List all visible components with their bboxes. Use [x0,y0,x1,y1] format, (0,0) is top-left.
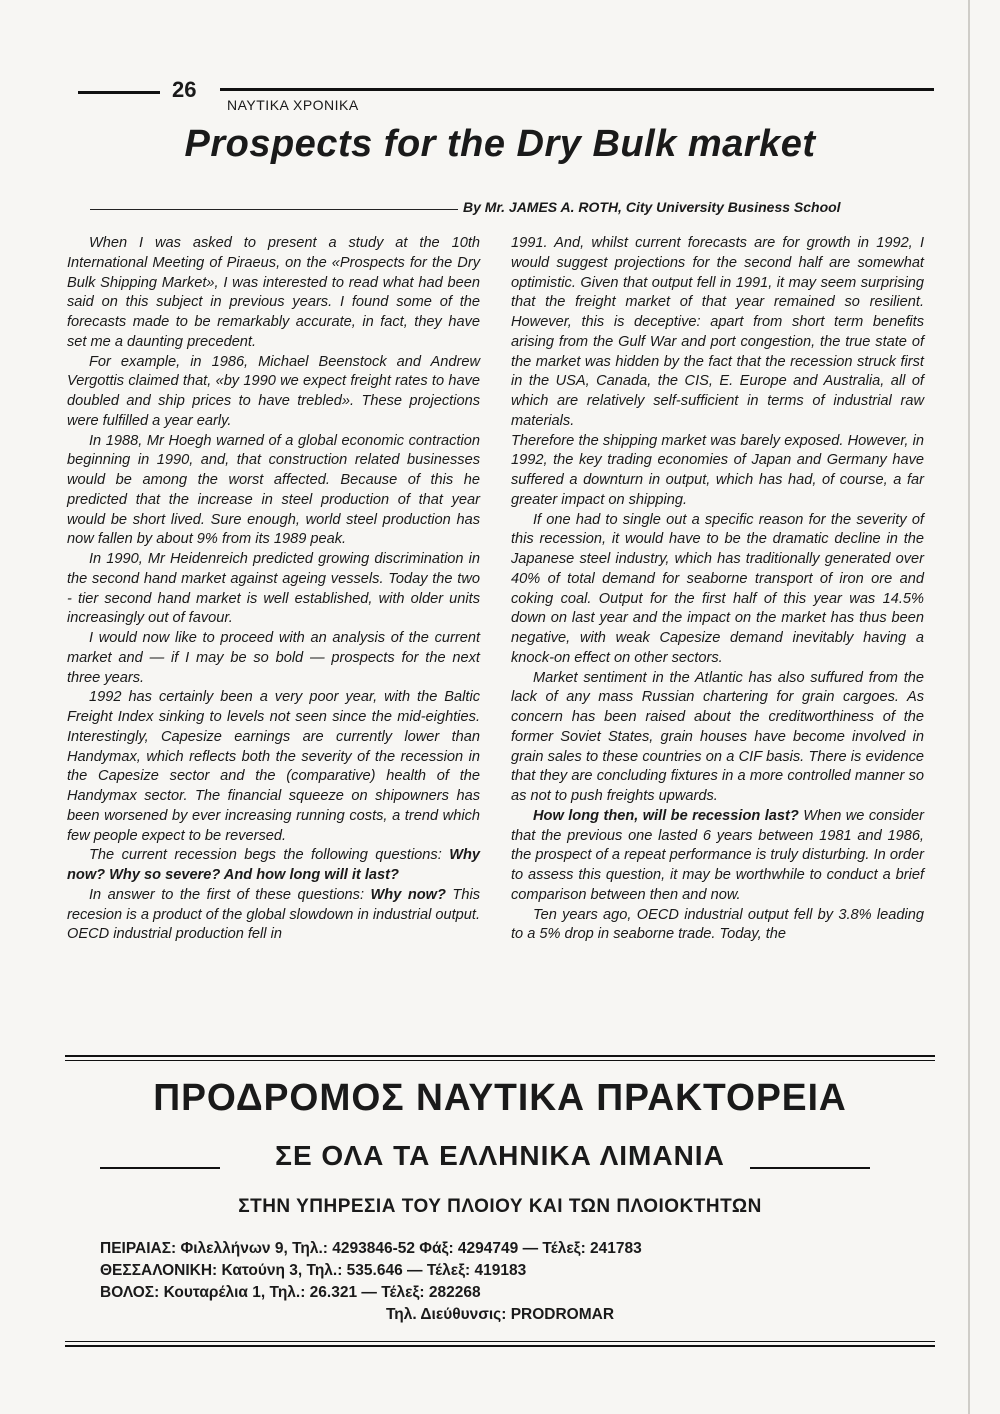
paragraph-text: When we consider that the previous one lasted 6 years between 1981 and 1986, the prospect of a repeat performance is truly disturbing. In order to assess this question, it may be worthwhile to conduct a brief comparison between then and now. [511,807,924,903]
address-volos: ΒΟΛΟΣ: Κουταρέλια 1, Τηλ.: 26.321 — Τέλεξ: 282268 [100,1284,481,1301]
advert-title: ΠΡΟΔΡΟΜΟΣ ΝΑΥΤΙΚΑ ΠΡΑΚΤΟΡΕΙΑ [153,1077,847,1119]
paragraph-text: The current recession begs the following questions: [89,847,450,864]
advert-subtitle: ΣΕ ΟΛΑ ΤΑ ΕΛΛΗΝΙΚΑ ΛΙΜΑΝΙΑ [275,1140,725,1171]
byline-rule [90,209,458,210]
address-piraeus: ΠΕΙΡΑΙΑΣ: Φιλελλήνων 9, Τηλ.: 4293846-52 Φάξ: 4294749 — Τέλεξ: 241783 [100,1240,642,1257]
subtitle-rule-right [750,1167,870,1169]
paragraph: If one had to single out a specific reason for the severity of this recession, it would have to be the dramatic decline in the Japanese steel industry, which has traditionally generated over 40% of total demand for seaborne transport of iron ore and coking coal. Output for the first half of this year was 14.5% down on last year and the impact on the market has thus been negative, with weak Capesize demand inevitably having a knock-on effect on other sectors. [511,511,924,666]
subtitle-rule-left [100,1167,220,1169]
header-rule-right [220,88,934,91]
article-column-right [511,234,924,945]
paragraph: 1992 has certainly been a very poor year, with the Baltic Freight Index sinking to levels not seen since the mid-eighties. Interestingly, Capesize earnings are currently lower than Handymax, which reflects both the severity of the recession in the Capesize sector and the (comparative) health of the Handymax sector. The financial squeeze on shipowners has been worsened by ever increasing running costs, a trend which few people expect to be reversed. [67,689,480,844]
paragraph [67,886,480,945]
paragraph: Market sentiment in the Atlantic has also suffured from the lack of any mass Russian chartering for grain cargoes. As concern has been raised about the creditworthiness of the former Soviet States, grain houses have become involved in grain sales to these countries on a CIF basis. There is evidence that they are concluding fixtures in a more controlled manner so as not to push freights upwards. [511,669,924,804]
article-title: Prospects for the Dry Bulk market [184,123,816,165]
journal-name: ΝΑΥΤΙΚΑ ΧΡΟΝΙΚΑ [227,97,359,113]
article-byline: By Mr. JAMES A. ROTH, City University Business School [463,199,841,215]
paragraph: When I was asked to present a study at the 10th International Meeting of Piraeus, on the «Prospects for the Dry Bulk Shipping Market», I was interested to read what had been said on this subject in previous years. I found some of the forecasts made to be remarkably accurate, in fact, they have set me a daunting precedent. [67,235,480,350]
article-column-left [67,234,480,945]
paragraph-text: This recesion is a product of the global slowdown in industrial output. OECD industrial production fell in [67,886,480,943]
key-question: Why now? [370,886,446,903]
paragraph: I would now like to proceed with an analysis of the current market and — if I may be so bold — prospects for the next three years. [67,630,480,686]
key-question: How long then, will be recession last? [533,807,799,824]
header-rule-left [78,91,160,94]
paragraph: In 1990, Mr Heidenreich predicted growing discrimination in the second hand market against ageing vessels. Today the two - tier second hand market is well established, with older units increasingly out of favour. [67,551,480,627]
paragraph [67,846,480,886]
paragraph: 1991. And, whilst current forecasts are for growth in 1992, I would suggest projections for the second half are somewhat optimistic. Given that output fell in 1991, it may seem surprising that the freight market of that year remained so resilient. However, this is deceptive: apart from short term benefits arising from the Gulf War and port congestion, the true state of the market was hidden by the fact that the recession struck first in the USA, Canada, the CIS, E. Europe and Australia, all of which are relatively self-sufficient in terms of industrial raw materials. [511,235,924,429]
advert-bottom-rule-thin [65,1341,935,1342]
advert-service-line: ΣΤΗΝ ΥΠΗΡΕΣΙΑ ΤΟΥ ΠΛΟΙΟΥ ΚΑΙ ΤΩΝ ΠΛΟΙΟΚΤΗΤΩΝ [238,1196,762,1217]
key-questions: Why now? Why so severe? And how long will it last? [67,847,480,883]
paragraph: Therefore the shipping market was barely exposed. However, in 1992, the key trading economies of Japan and Germany have suffered a downturn in output, which has had, of course, a far greater impact on shipping. [511,432,924,508]
advert-bottom-rule [65,1345,935,1347]
paragraph [511,807,924,906]
paragraph: For example, in 1986, Michael Beenstock and Andrew Vergottis claimed that, «by 1990 we expect freight rates to have doubled and ship prices to have trebled». These projections were fulfilled a year early. [67,353,480,429]
advert-top-rule [65,1055,935,1057]
telegraphic-address: Τηλ. Διεύθυνσις: PRODROMAR [385,1306,615,1323]
advert-top-rule-thin [65,1060,935,1061]
paragraph-text: In answer to the first of these questions: [89,886,371,903]
paragraph: Ten years ago, OECD industrial output fell by 3.8% leading to a 5% drop in seaborne trade. Today, the [511,906,924,943]
address-thessaloniki: ΘΕΣΣΑΛΟΝΙΚΗ: Κατούνη 3, Τηλ.: 535.646 — Τέλεξ: 419183 [100,1262,527,1279]
paragraph: In 1988, Mr Hoegh warned of a global economic contraction beginning in 1990, and, that construction related businesses would be among the worst affected. Because of this he predicted that the increase in steel production of that year would be short lived. Sure enough, world steel production has now fallen by about 9% from its 1989 peak. [67,432,480,548]
page-number: 26 [172,77,197,102]
